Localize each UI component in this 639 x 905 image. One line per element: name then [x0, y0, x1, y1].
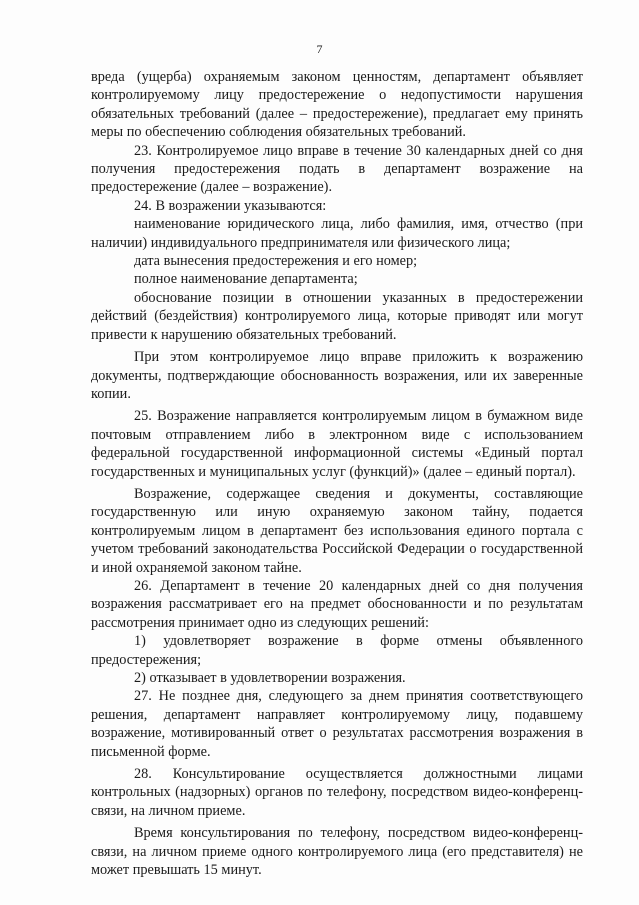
- paragraph-continuation: вреда (ущерба) охраняемым законом ценностям, департамент объявляет контролируемому лицу предостережение о недопустимости нарушения обязательных требований (далее – предостережение), предлагает ему принять меры по обеспечению соблюдения обязательных требований.: [91, 69, 583, 141]
- paragraph-24-item-name: наименование юридического лица, либо фамилия, имя, отчество (при наличии) индивидуального предпринимателя или физического лица;: [91, 216, 583, 251]
- paragraph-24-item-date: дата вынесения предостережения и его номер;: [134, 253, 418, 270]
- paragraph-24: 24. В возражении указываются:: [134, 197, 327, 214]
- paragraph-24-item-justification: обоснование позиции в отношении указанных в предостережении действий (бездействия) контролируемого лица, которые приводят или могут привести к нарушению обязательных требований.: [91, 289, 583, 343]
- paragraph-26-option-2: 2) отказывает в удовлетворении возражения.: [134, 670, 406, 686]
- paragraph-28-duration: Время консультирования по телефону, посредством видео-конференц-связи, на личном приеме одного контролируемого лица (его представителя) не может превышать 15 минут.: [91, 825, 583, 879]
- paragraph-27: 27. Не позднее дня, следующего за днем принятия соответствующего решения, департамент направляет контролируемому лицу, подавшему возражение, мотивированный ответ о результатах рассмотрения возражения в письменной форме.: [91, 688, 583, 760]
- paragraph-26: 26. Департамент в течение 20 календарных дней со дня получения возражения рассматривает его на предмет обоснованности и по результатам рассмотрения принимает одно из следующих решений:: [91, 577, 583, 631]
- paragraph-24-attachments: При этом контролируемое лицо вправе приложить к возражению документы, подтверждающие обоснованность возражения, или их заверенные копии.: [91, 349, 583, 402]
- paragraph-25-secret: Возражение, содержащее сведения и документы, составляющие государственную или иную охраняемую законом тайну, подается контролируемым лицом в департамент без использования единого портала с учетом требований законодательства Российской Федерации о государственной и иной охраняемой законом тайне.: [91, 485, 583, 576]
- paragraph-26-option-1: 1) удовлетворяет возражение в форме отмены объявленного предостережения;: [91, 633, 583, 668]
- document-body: [91, 68, 583, 879]
- paragraph-25: 25. Возражение направляется контролируемым лицом в бумажном виде почтовым отправлением либо в электронном виде с использованием федеральной государственной информационной системы «Единый портал государственных и муниципальных услуг (функций)» (далее – единый портал).: [91, 408, 583, 480]
- page-number: 7: [316, 42, 323, 56]
- paragraph-24-item-department: полное наименование департамента;: [134, 271, 358, 288]
- paragraph-28: 28. Консультирование осуществляется должностными лицами контрольных (надзорных) органов по телефону, посредством видео-конференц-связи, на личном приеме.: [91, 766, 583, 819]
- paragraph-23: 23. Контролируемое лицо вправе в течение 30 календарных дней со дня получения предостережения подать в департамент возражение на предостережение (далее – возражение).: [91, 142, 583, 196]
